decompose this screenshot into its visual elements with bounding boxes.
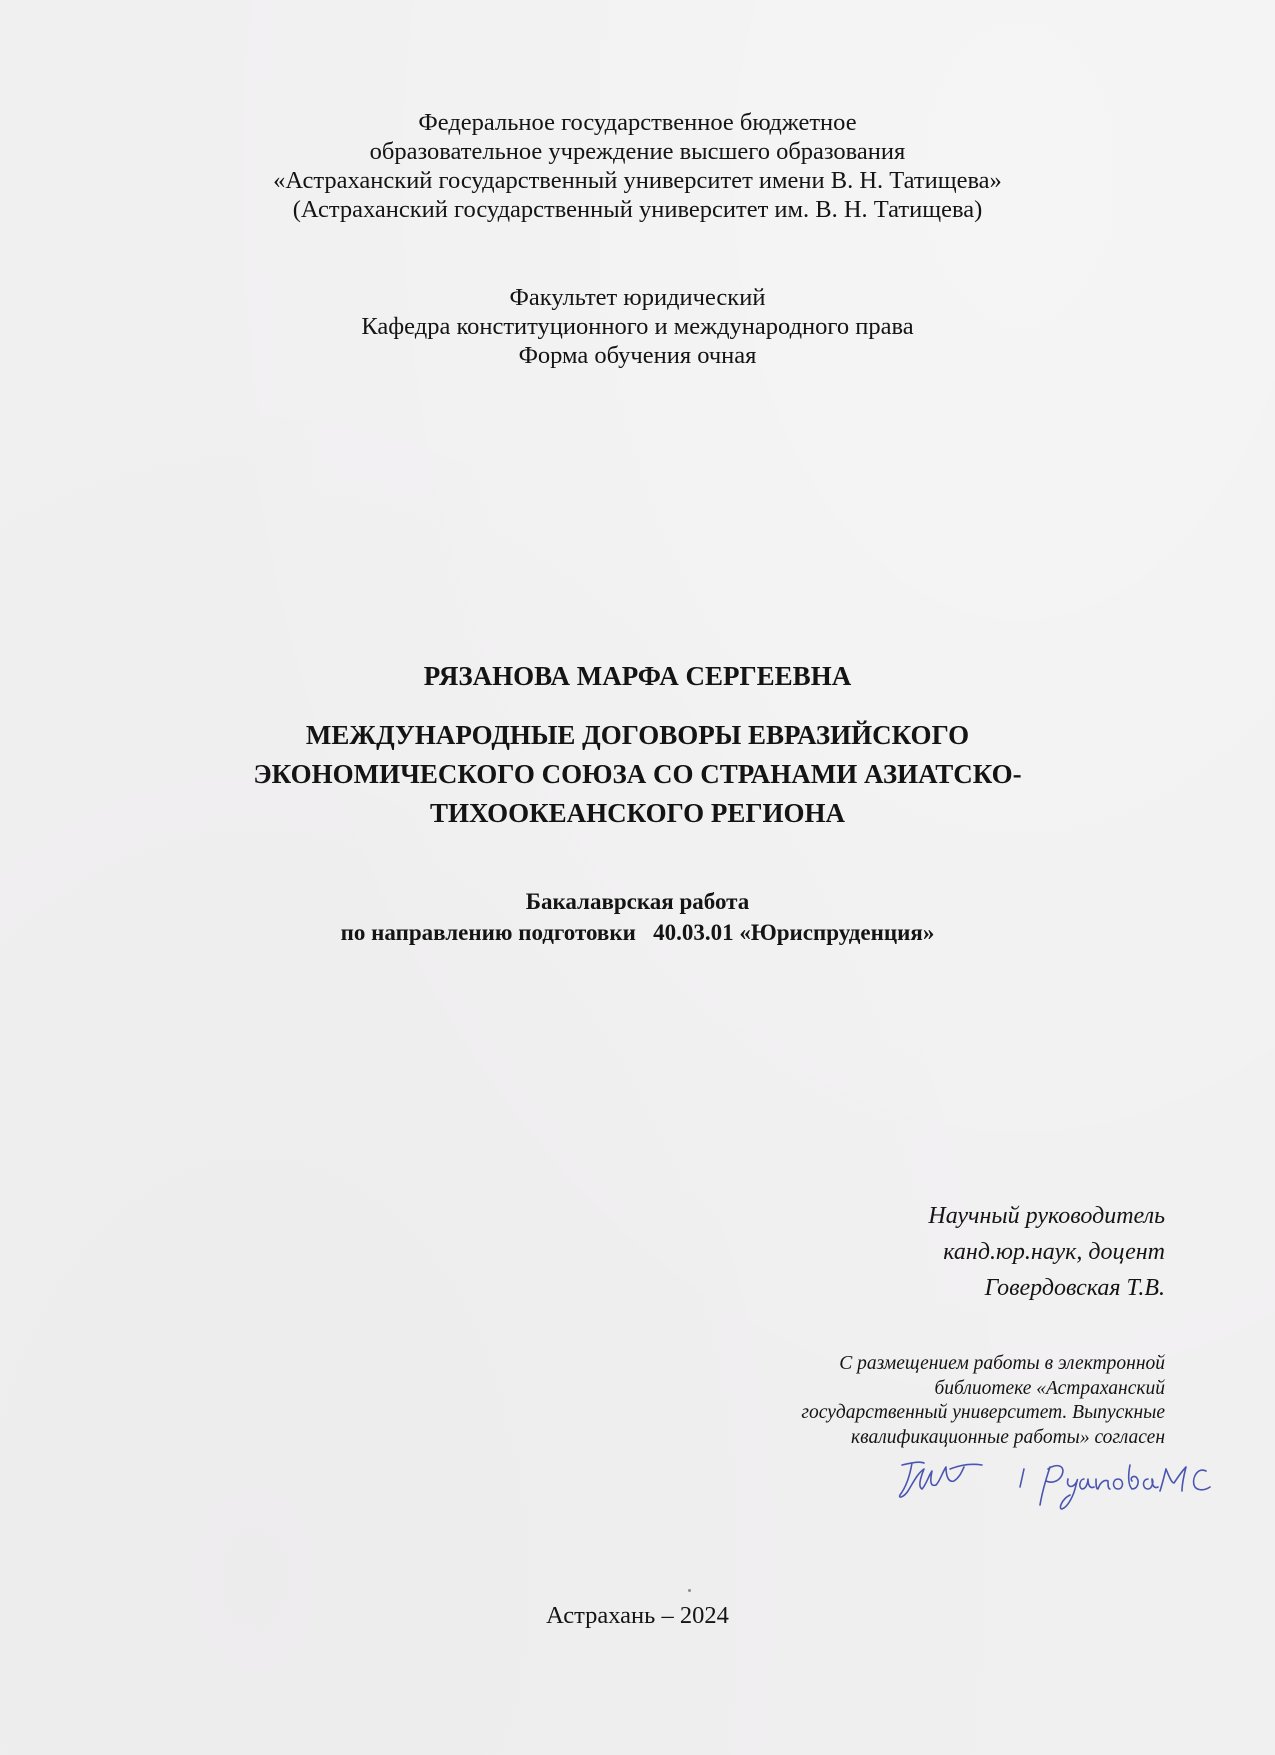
supervisor-degree: канд.юр.наук, доцент (943, 1239, 1165, 1265)
scan-speck (688, 1589, 691, 1592)
thesis-title-line-1: МЕЖДУНАРОДНЫЕ ДОГОВОРЫ ЕВРАЗИЙСКОГО (305, 720, 970, 750)
library-consent (605, 1352, 1165, 1450)
faculty-line: Факультет юридический (509, 284, 766, 311)
study-form-line: Форма обучения очная (518, 342, 757, 369)
supervisor-role: Научный руководитель (928, 1203, 1165, 1229)
thesis-title-line-3: ТИХООКЕАНСКОГО РЕГИОНА (429, 798, 846, 828)
signature-scribble (900, 1462, 982, 1497)
work-type-line: Бакалаврская работа (525, 889, 750, 914)
direction-line: по направлению подготовки 40.03.01 «Юриспруденция» (340, 920, 935, 945)
handwritten-signatures (890, 1455, 1220, 1515)
header-line-2: образовательное учреждение высшего образования (369, 138, 906, 165)
header-line-1: Федеральное государственное бюджетное (418, 109, 857, 136)
city-year: Астрахань – 2024 (546, 1602, 729, 1629)
supervisor-block (665, 1198, 1165, 1306)
header-line-3: «Астраханский государственный университет имени В. Н. Татищева» (273, 167, 1002, 194)
supervisor-name: Говердовская Т.В. (984, 1275, 1165, 1301)
thesis-title (0, 716, 1275, 833)
consent-line-1: С размещением работы в электронной (839, 1353, 1165, 1374)
consent-line-3: государственный университет. Выпускные (801, 1402, 1165, 1423)
consent-line-4: квалификационные работы» согласен (851, 1426, 1165, 1448)
department-line: Кафедра конституционного и международного права (361, 313, 914, 340)
thesis-title-line-2: ЭКОНОМИЧЕСКОГО СОЮЗА СО СТРАНАМИ АЗИАТСКО- (253, 759, 1022, 789)
signature-name (1040, 1465, 1210, 1509)
faculty-block (0, 283, 1275, 370)
consent-line-2: библиотеке «Астраханский (934, 1377, 1165, 1399)
author-name: РЯЗАНОВА МАРФА СЕРГЕЕВНА (423, 661, 852, 691)
header-line-4: (Астраханский государственный университет им. В. Н. Татищева) (292, 196, 983, 223)
signature-slash (1020, 1469, 1024, 1487)
university-header (0, 108, 1275, 224)
work-type-block (0, 886, 1275, 948)
